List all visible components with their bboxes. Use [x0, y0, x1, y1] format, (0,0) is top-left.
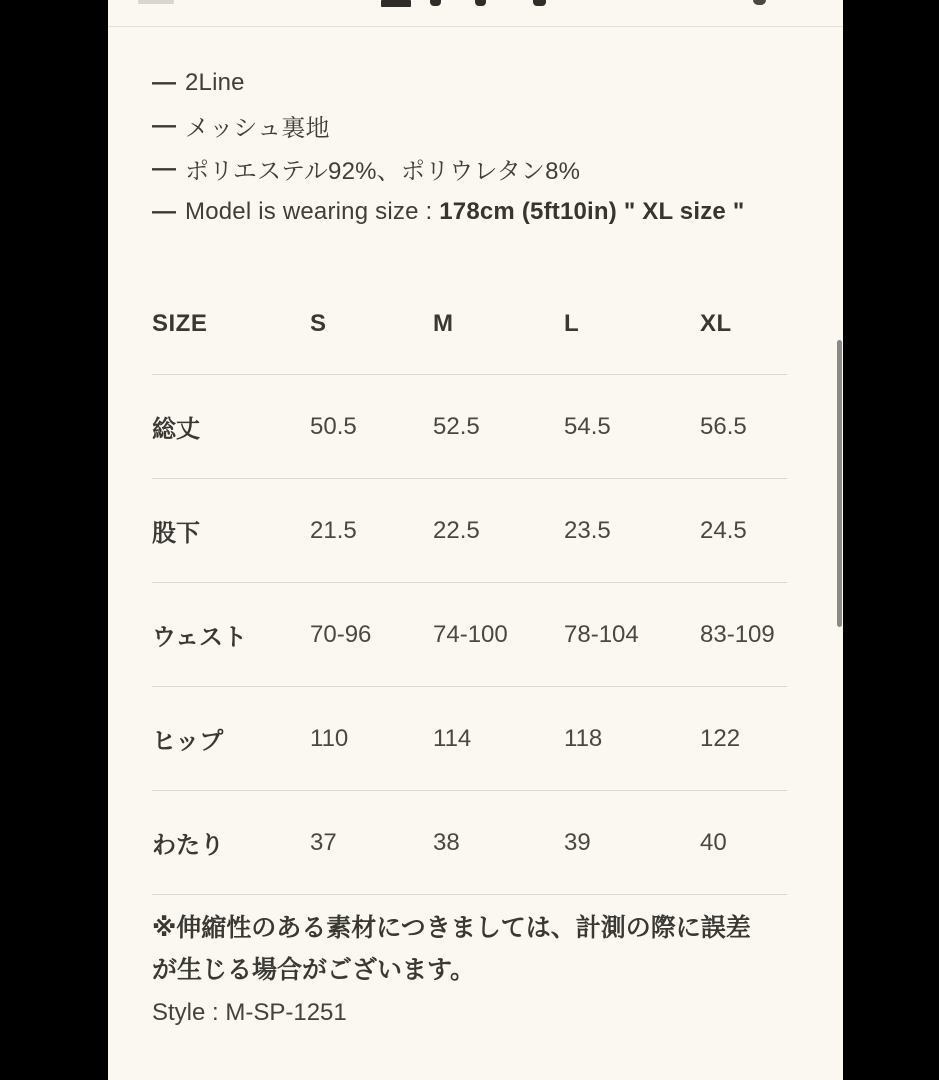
scrollbar-thumb[interactable] [837, 340, 842, 627]
dash-icon: — [152, 68, 177, 96]
dash-icon: — [152, 154, 177, 182]
feature-text: 2Line [185, 68, 245, 96]
column-header: XL [700, 310, 732, 337]
row-label: 総丈 [152, 416, 200, 443]
dash-icon: — [152, 111, 177, 139]
column-header: M [433, 310, 454, 337]
cell-value: 114 [433, 724, 472, 752]
list-item [152, 147, 843, 190]
feature-text-bold: 178cm (5ft10in) " XL size " [439, 197, 745, 225]
table-row [108, 479, 843, 582]
cell-value: 21.5 [310, 516, 357, 544]
cell-value: 56.5 [700, 412, 747, 440]
cell-value: 78-104 [564, 620, 639, 648]
size-guide-panel [108, 0, 843, 1080]
cell-value: 22.5 [433, 516, 480, 544]
list-item [152, 61, 843, 104]
cropped-glyph-smudge [138, 0, 174, 4]
cell-value: 39 [564, 828, 591, 856]
table-row [108, 583, 843, 686]
cell-value: 50.5 [310, 412, 357, 440]
table-row [108, 791, 843, 894]
table-row [108, 375, 843, 478]
dash-icon: — [152, 197, 177, 225]
style-code: Style : M-SP-1251 [152, 999, 347, 1026]
feature-text: Model is wearing size : [185, 197, 440, 225]
cropped-corner-icon [753, 0, 766, 5]
column-header: L [564, 310, 580, 337]
cell-value: 110 [310, 724, 349, 752]
column-header: S [310, 310, 327, 337]
cell-value: 54.5 [564, 412, 611, 440]
cropped-title-glyph [430, 0, 441, 6]
table-row [108, 687, 843, 790]
row-label: 股下 [152, 520, 200, 547]
feature-text: ポリエステル92%、ポリウレタン8% [185, 158, 581, 185]
cropped-header [108, 0, 843, 27]
cell-value: 40 [700, 828, 727, 856]
disclaimer-line: ※伸縮性のある素材につきましては、計測の際に誤差 [152, 914, 751, 942]
cell-value: 70-96 [310, 620, 372, 648]
cropped-title-glyph [475, 0, 486, 6]
column-header: SIZE [152, 310, 208, 337]
cell-value: 83-109 [700, 620, 775, 648]
cell-value: 37 [310, 828, 337, 856]
cell-value: 38 [433, 828, 460, 856]
cell-value: 122 [700, 724, 741, 752]
feature-text: メッシュ裏地 [185, 115, 330, 142]
size-table-header [108, 290, 843, 358]
cell-value: 118 [564, 724, 603, 752]
measurement-disclaimer [108, 895, 843, 991]
feature-list [108, 27, 843, 233]
row-label: ヒップ [152, 728, 224, 755]
list-item [152, 104, 843, 147]
cell-value: 23.5 [564, 516, 611, 544]
size-table [108, 290, 843, 895]
row-label: わたり [152, 832, 224, 859]
cropped-title-glyph [381, 0, 411, 7]
list-item [152, 190, 843, 233]
cell-value: 52.5 [433, 412, 480, 440]
row-label: ウェスト [152, 624, 248, 651]
disclaimer-line: が生じる場合がございます。 [152, 956, 476, 984]
cell-value: 74-100 [433, 620, 508, 648]
cropped-title-glyph [533, 0, 546, 6]
cell-value: 24.5 [700, 516, 747, 544]
